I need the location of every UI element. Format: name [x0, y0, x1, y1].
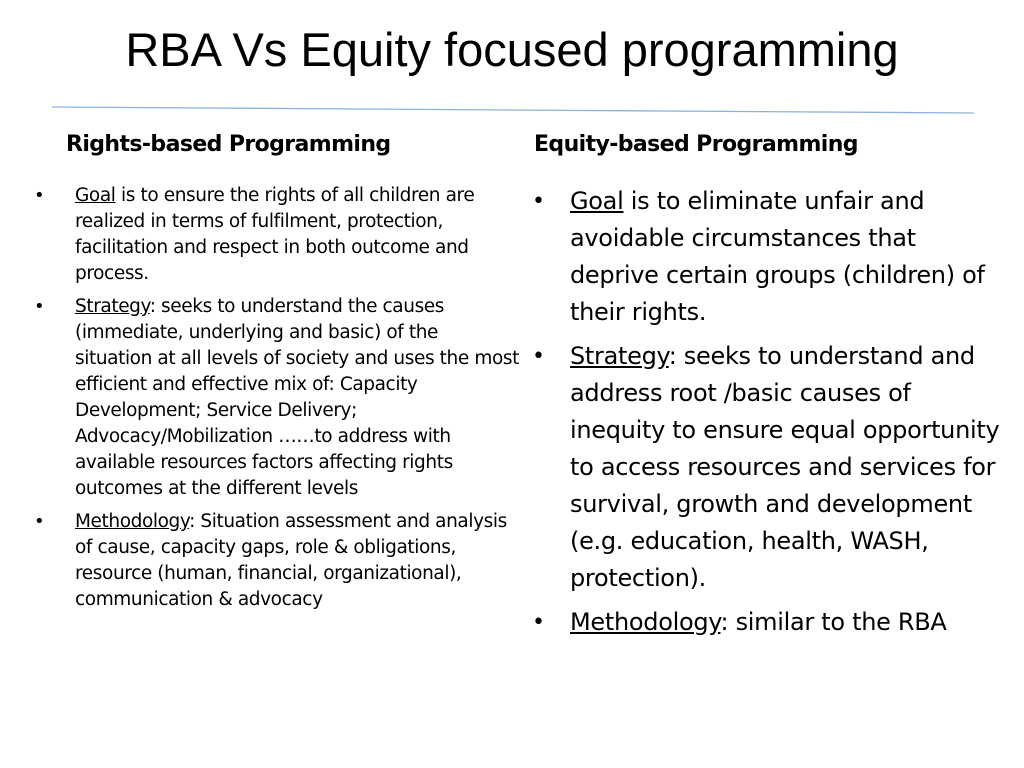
equity-based-bullet-list [530, 183, 1000, 648]
bullet-item-goal [34, 183, 519, 287]
bullet-text-methodology: : Situation assessment and analysis of cause, capacity gaps, role & obligations, resource (human, financial, organizational), communication & advocacy [75, 511, 507, 610]
right-column-heading: Equity-based Programming [534, 132, 858, 157]
bullet-icon: • [34, 511, 45, 532]
bullet-text-goal: is to eliminate unfair and avoidable circumstances that deprive certain groups (children) of their rights. [570, 187, 985, 326]
rights-based-bullet-list [34, 183, 519, 620]
bullet-text-strategy: : seeks to understand the causes (immediate, underlying and basic) of the situation at all levels of society and uses the most efficient and effective mix of: Capacity Development; Service Delivery; Advocacy/Mobilization ……to address with available resources factors affecting rights outcomes at the different levels [75, 296, 519, 499]
bullet-icon: • [34, 185, 45, 206]
bullet-item-strategy [34, 294, 519, 502]
bullet-text-methodology: : similar to the RBA [720, 608, 947, 636]
bullet-label-strategy: Strategy [570, 342, 669, 370]
bullet-icon: • [34, 296, 45, 317]
bullet-label-methodology: Methodology [570, 608, 721, 636]
bullet-icon: • [532, 189, 545, 214]
slide-title: RBA Vs Equity focused programming [125, 23, 899, 76]
bullet-label-strategy: Strategy [75, 296, 150, 317]
bullet-item-goal [530, 183, 1000, 331]
bullet-icon: • [532, 344, 545, 369]
bullet-text-goal: is to ensure the rights of all children are realized in terms of fulfilment, protection, facilitation and respect in both outcome and process. [75, 185, 475, 284]
bullet-label-goal: Goal [570, 187, 624, 215]
bullet-text-strategy: : seeks to understand and address root /basic causes of inequity to ensure equal opportunity to access resources and services for survival, growth and development (e.g. education, health, WASH, protection). [570, 342, 1000, 592]
bullet-item-strategy [530, 338, 1000, 597]
left-column-heading: Rights-based Programming [66, 132, 391, 157]
bullet-item-methodology [530, 604, 1000, 641]
bullet-item-methodology [34, 509, 519, 613]
bullet-label-methodology: Methodology [75, 511, 190, 532]
bullet-label-goal: Goal [75, 185, 116, 206]
bullet-icon: • [532, 610, 545, 635]
title-divider-line [52, 104, 974, 116]
